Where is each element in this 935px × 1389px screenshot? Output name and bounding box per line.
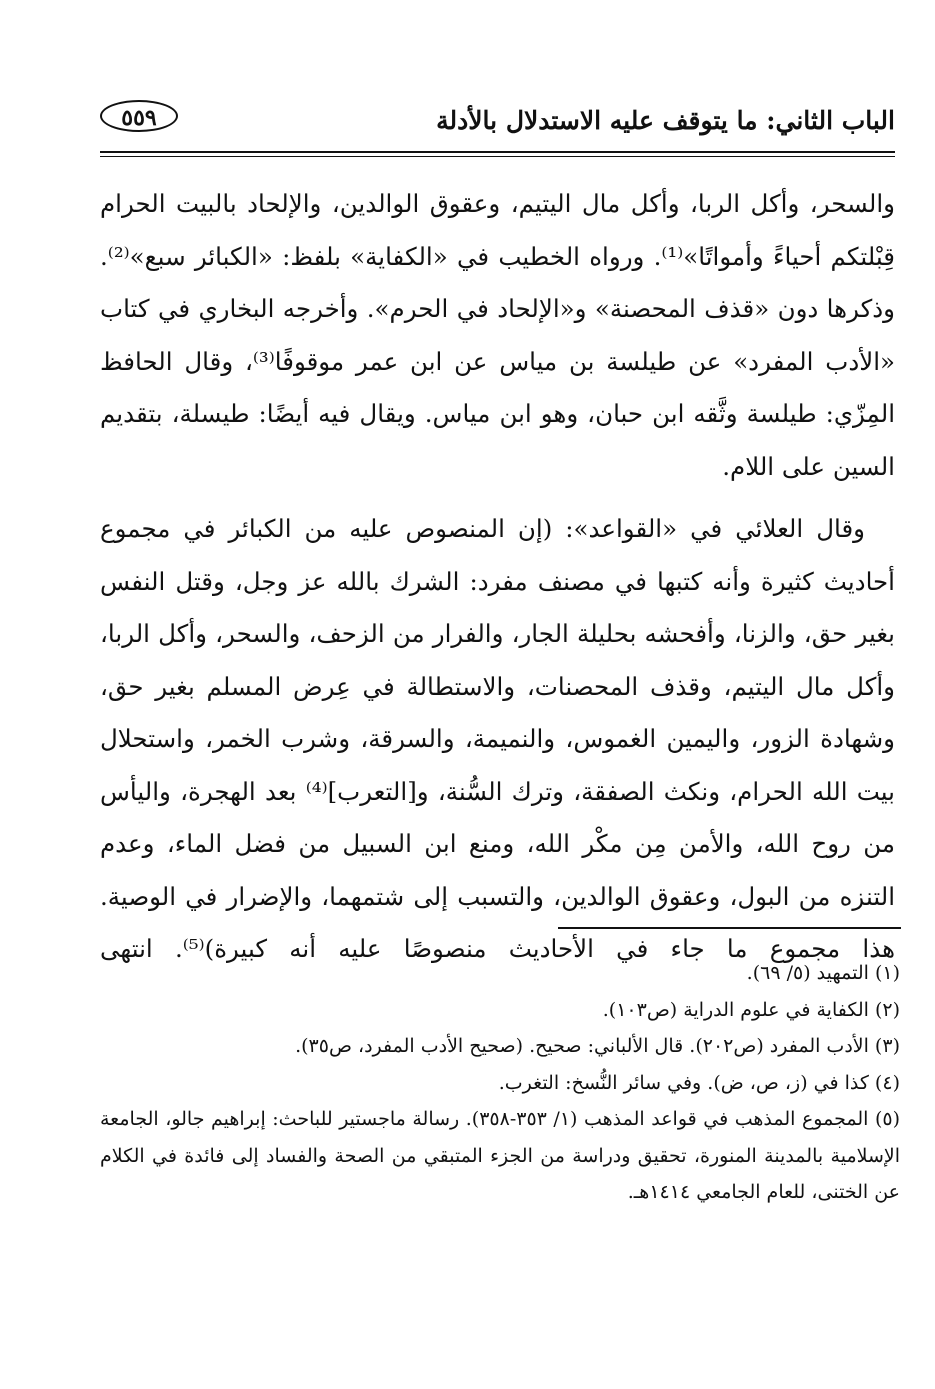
header-rule-thin (100, 156, 895, 157)
main-text (100, 178, 895, 976)
footnote-1: (١) التمهيد (٥/ ٦٩). (746, 962, 900, 984)
footnote-separator (558, 927, 901, 929)
paragraph-2: وقال العلائي في «القواعد»: (إن المنصوص عليه من الكبائر في مجموع أحاديث كثيرة وأنه كتبها في مصنف مفرد: الشرك بالله عز وجل، وقتل النفس بغير حق، والزنا، وأفحشه بحليلة الجار، والفرار من الزحف، والسحر، وأكل الربا، وأكل مال اليتيم، وقذف المحصنات، والاستطالة في عِرض المسلم بغير حق، وشهادة الزور، واليمين الغموس، والنميمة، والسرقة، وشرب الخمر، واستحلال بيت الله الحرام، ونكث الصفقة، وترك السُّنة، و[التعرب]⁽⁴⁾ بعد الهجرة، واليأس من روح الله، والأمن مِن مكْر الله، ومنع ابن السبيل من فضل الماء، وعدم التنزه من البول، وعقوق الوالدين، والتسبب إلى شتمهما، والإضرار في الوصية. هذا مجموع ما جاء في الأحاديث منصوصًا عليه أنه كبيرة)⁽⁵⁾. انتهى (100, 514, 896, 963)
footnote-3: (٣) الأدب المفرد (ص٢٠٢). قال الألباني: صحيح. (صحيح الأدب المفرد، ص٣٥). (295, 1035, 900, 1057)
page-header (100, 98, 895, 146)
footnotes (100, 955, 900, 1211)
header-rule-thick (100, 151, 895, 153)
paragraph-1: والسحر، وأكل الربا، وأكل مال اليتيم، وعقوق الوالدين، والإلحاد بالبيت الحرام قِبْلتكم أحياءً وأمواتًا»⁽¹⁾. ورواه الخطيب في «الكفاية» بلفظ: «الكبائر سبع»⁽²⁾. وذكرها دون «قذف المحصنة» و«الإلحاد في الحرم». وأخرجه البخاري في كتاب «الأدب المفرد» عن طيلسة بن مياس عن ابن عمر موقوفًا⁽³⁾، وقال الحافظ المِزّي: طيلسة وثَّقه ابن حبان، وهو ابن مياس. ويقال فيه أيضًا: طيسلة، بتقديم السين على اللام. (100, 189, 896, 481)
footnote-4: (٤) كذا في (ز، ص، ض). وفي سائر النُّسخ: التغرب. (498, 1071, 900, 1094)
footnote-5: (٥) المجموع المذهب في قواعد المذهب (١/ ٣٥٣-٣٥٨). رسالة ماجستير للباحث: إبراهيم جالو، الجامعة الإسلامية بالمدينة المنورة، تحقيق ودراسة من الجزء المتبقي من الصحة والفساد إلى فائدة في الكلام عن الختنى، للعام الجامعي ١٤١٤هـ. (100, 1108, 900, 1203)
page-number-badge: ٥٥٩ (100, 100, 178, 132)
footnote-2: (٢) الكفاية في علوم الدراية (ص١٠٣). (602, 998, 900, 1021)
running-title: الباب الثاني: ما يتوقف عليه الاستدلال بالأدلة (436, 106, 895, 135)
